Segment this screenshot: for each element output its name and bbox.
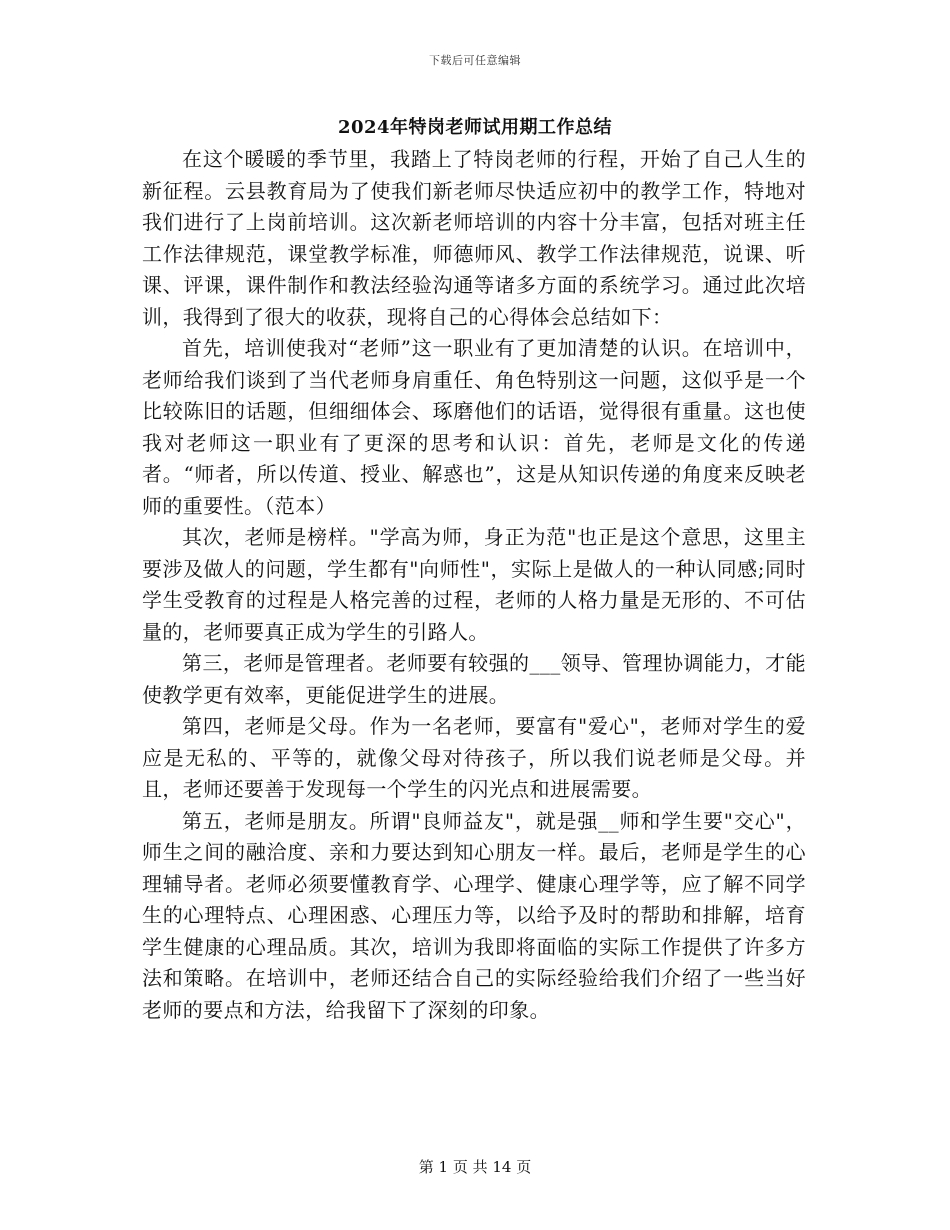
- paragraph-first-point: 首先，培训使我对“老师”这一职业有了更加清楚的认识。在培训中，老师给我们谈到了当代老师身肩重任、角色特别这一问题，这似乎是一个比较陈旧的话题，但细细体会、琢磨他们的话语，觉得很有重量。这也使我对老师这一职业有了更深的思考和认识：首先，老师是文化的传递者。“师者，所以传道、授业、解惑也”，这是从知识传递的角度来反映老师的重要性。（范本）: [142, 336, 806, 518]
- document-body: [142, 144, 806, 1026]
- paragraph-third-point: 第三，老师是管理者。老师要有较强的___领导、管理协调能力，才能使教学更有效率，更能促进学生的进展。: [142, 651, 806, 707]
- document-title: 2024年特岗老师试用期工作总结: [337, 117, 613, 138]
- paragraph-fourth-point: 第四，老师是父母。作为一名老师，要富有"爱心"，老师对学生的爱应是无私的、平等的，就像父母对待孩子，所以我们说老师是父母。并且，老师还要善于发现每一个学生的闪光点和进展需要。: [142, 714, 806, 801]
- paragraph-intro: 在这个暖暖的季节里，我踏上了特岗老师的行程，开始了自己人生的新征程。云县教育局为了使我们新老师尽快适应初中的教学工作，特地对我们进行了上岗前培训。这次新老师培训的内容十分丰富，包括对班主任工作法律规范，课堂教学标准，师德师风、教学工作法律规范，说课、听课、评课，课件制作和教法经验沟通等诸多方面的系统学习。通过此次培训，我得到了很大的收获，现将自己的心得体会总结如下：: [142, 147, 806, 329]
- page-header-note: 下载后可任意编辑: [429, 54, 521, 67]
- paragraph-second-point: 其次，老师是榜样。"学高为师，身正为范"也正是这个意思，这里主要涉及做人的问题，学生都有"向师性"，实际上是做人的一种认同感;同时学生受教育的过程是人格完善的过程，老师的人格力量是无形的、不可估量的，老师要真正成为学生的引路人。: [142, 525, 806, 644]
- paragraph-fifth-point: 第五，老师是朋友。所谓"良师益友"，就是强__师和学生要"交心"，师生之间的融洽度、亲和力要达到知心朋友一样。最后，老师是学生的心理辅导者。老师必须要懂教育学、心理学、健康心理学等，应了解不同学生的心理特点、心理困惑、心理压力等，以给予及时的帮助和排解，培育学生健康的心理品质。其次，培训为我即将面临的实际工作提供了许多方法和策略。在培训中，老师还结合自己的实际经验给我们介绍了一些当好老师的要点和方法，给我留下了深刻的印象。: [142, 808, 806, 1022]
- page-number-footer: 第 1 页 共 14 页: [418, 1158, 532, 1176]
